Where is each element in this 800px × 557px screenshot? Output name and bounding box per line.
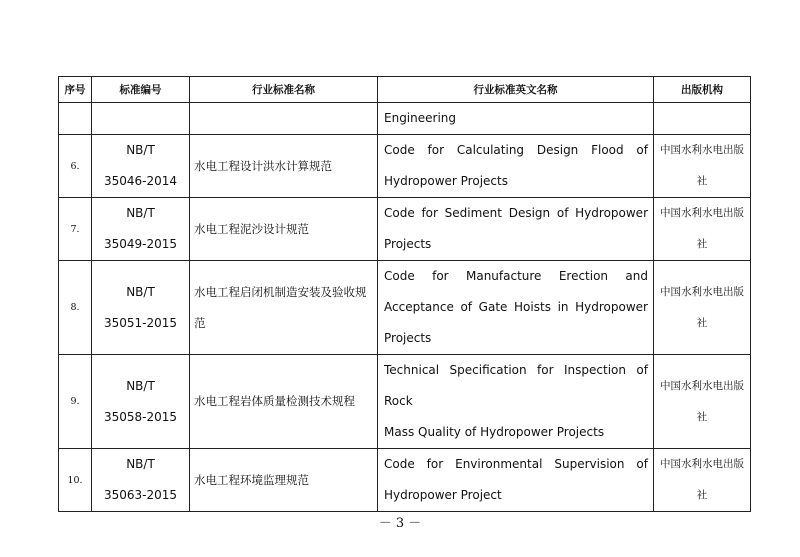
serial-number: 9.: [59, 355, 92, 449]
standard-code: NB/T 35063-2015: [92, 449, 190, 512]
table-row-continuation: [59, 103, 751, 135]
standard-name: 水电工程泥沙设计规范: [190, 198, 378, 261]
standard-name: 水电工程环境监理规范: [190, 449, 378, 512]
publisher: 中国水利水电出版 社: [654, 449, 751, 512]
english-name: Code for Sediment Design of Hydropower Projects: [378, 198, 654, 261]
serial-number: 7.: [59, 198, 92, 261]
header-english-name: 行业标准英文名称: [378, 77, 654, 103]
header-serial: 序号: [59, 77, 92, 103]
english-name: Code for Calculating Design Flood of Hydropower Projects: [378, 135, 654, 198]
page-number: － 3 －: [378, 516, 422, 531]
standard-code: NB/T 35049-2015: [92, 198, 190, 261]
standard-code: NB/T 35046-2014: [92, 135, 190, 198]
header-standard-code: 标准编号: [92, 77, 190, 103]
standard-name: 水电工程岩体质量检测技术规程: [190, 355, 378, 449]
table-row: [59, 261, 751, 355]
serial-number: 10.: [59, 449, 92, 512]
standard-name: 水电工程设计洪水计算规范: [190, 135, 378, 198]
table-row: [59, 135, 751, 198]
english-name-continuation: Engineering: [384, 111, 456, 125]
table-row: [59, 198, 751, 261]
standard-name: 水电工程启闭机制造安装及验收规 范: [190, 261, 378, 355]
english-name: Code for Environmental Supervision of Hydropower Project: [378, 449, 654, 512]
english-name: Code for Manufacture Erection and Acceptance of Gate Hoists in Hydropower Projects: [378, 261, 654, 355]
publisher: 中国水利水电出版 社: [654, 198, 751, 261]
publisher: 中国水利水电出版 社: [654, 135, 751, 198]
header-publisher: 出版机构: [654, 77, 751, 103]
publisher: 中国水利水电出版 社: [654, 355, 751, 449]
header-standard-name: 行业标准名称: [190, 77, 378, 103]
table-row: [59, 355, 751, 449]
serial-number: 8.: [59, 261, 92, 355]
publisher: 中国水利水电出版 社: [654, 261, 751, 355]
standards-table: [58, 76, 751, 512]
table-row: [59, 449, 751, 512]
serial-number: 6.: [59, 135, 92, 198]
english-name: Technical Specification for Inspection of Rock Mass Quality of Hydropower Projects: [378, 355, 654, 449]
table-header-row: [59, 77, 751, 103]
standard-code: NB/T 35051-2015: [92, 261, 190, 355]
standard-code: NB/T 35058-2015: [92, 355, 190, 449]
